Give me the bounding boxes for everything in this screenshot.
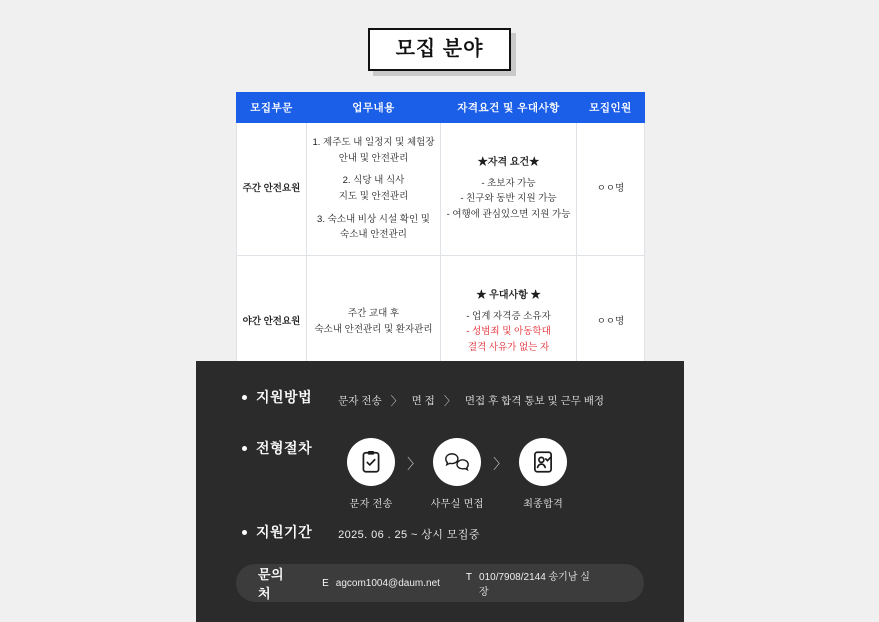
- bullet-dot-icon: [242, 446, 247, 451]
- table-header-count: 모집인원: [577, 93, 645, 123]
- application-method-label-group: [242, 387, 312, 407]
- chevron-right-icon: 〉: [407, 456, 422, 472]
- tel-key-label: T: [465, 572, 473, 583]
- application-period-label: 지원기간: [256, 524, 313, 540]
- process-step-caption: 사무실 면접: [430, 499, 484, 510]
- bullet-dot-icon: [242, 530, 247, 535]
- process-step-caption: 문자 전송: [349, 499, 393, 510]
- duty-line: 2. 식당 내 식사: [342, 175, 405, 187]
- method-step: 면 접: [411, 395, 435, 407]
- table-row: [237, 123, 645, 256]
- requirement-line-warning: 결격 사유가 없는 자: [467, 342, 550, 354]
- contact-label: 문의처: [258, 567, 285, 601]
- requirement-line: - 업계 자격증 소유자: [466, 310, 551, 322]
- row-count: ㅇㅇ명: [577, 256, 645, 389]
- recruitment-table-container: [236, 92, 644, 391]
- requirement-line: - 친구와 동반 지원 가능: [460, 193, 557, 205]
- page-title: 모집 분야: [395, 38, 484, 60]
- requirement-line: - 초보자 가능: [481, 177, 536, 189]
- chevron-right-icon: 〉: [493, 456, 508, 472]
- requirements-heading: ★ 우대사항 ★: [476, 290, 541, 302]
- duty-line: 안내 및 안전관리: [338, 152, 409, 164]
- table-header-duties: 업무내용: [307, 93, 441, 123]
- selection-process-label-group: [242, 438, 312, 458]
- tel-value[interactable]: 010/7908/2144 송기남 실장: [479, 572, 590, 598]
- duty-line: 1. 제주도 내 일정지 및 체험장: [312, 136, 435, 148]
- application-method-label: 지원방법: [256, 389, 313, 405]
- selection-process-steps: [338, 438, 576, 510]
- row-count: ㅇㅇ명: [577, 123, 645, 256]
- contact-phone[interactable]: [466, 568, 596, 598]
- duty-line: 숙소내 안전관리 및 환자관리: [314, 324, 433, 335]
- row-requirements: [441, 123, 577, 256]
- application-method-row: [242, 387, 604, 409]
- process-step-2: [424, 438, 490, 510]
- chevron-right-icon: 〉: [443, 394, 456, 408]
- clipboard-icon: [347, 438, 395, 486]
- table-header-requirements: 자격요건 및 우대사항: [441, 93, 577, 123]
- chevron-right-icon: 〉: [390, 394, 403, 408]
- table-header-part: 모집부문: [237, 93, 307, 123]
- duty-line: 숙소내 안전관리: [340, 229, 407, 241]
- application-method-steps: [338, 387, 604, 409]
- email-key-label: E: [322, 577, 329, 589]
- requirement-line-warning: - 성범죄 및 아동학대: [466, 326, 551, 338]
- contact-email[interactable]: [322, 578, 440, 589]
- chat-bubble-icon: [433, 438, 481, 486]
- application-period-label-group: [242, 522, 312, 542]
- process-step-3: [510, 438, 576, 510]
- info-panel: [196, 361, 684, 622]
- contact-bar: [236, 564, 644, 602]
- selection-process-label: 전형절차: [256, 440, 313, 456]
- method-step: 면접 후 합격 통보 및 근무 배정: [464, 395, 605, 407]
- process-step-caption: 최종합격: [523, 499, 564, 510]
- page-title-box: [368, 28, 512, 71]
- duty-line: 지도 및 안전관리: [338, 191, 409, 202]
- duty-line: 3. 숙소내 비상 시설 확인 및: [317, 213, 430, 225]
- application-period-value: 2025. 06 . 25 ~ 상시 모집중: [338, 529, 480, 541]
- table-header-row: [237, 93, 645, 123]
- person-check-icon: [519, 438, 567, 486]
- row-part: 야간 안전요원: [237, 256, 307, 389]
- selection-process-row: [242, 438, 576, 510]
- row-duties: [307, 123, 441, 256]
- method-step: 문자 전송: [338, 395, 382, 407]
- recruitment-table: [236, 92, 645, 389]
- application-period-row: [242, 522, 480, 542]
- duty-line: 주간 교대 후: [347, 308, 400, 320]
- requirements-heading: ★자격 요건★: [477, 157, 540, 169]
- row-part: 주간 안전요원: [237, 123, 307, 256]
- email-value[interactable]: agcom1004@daum.net: [335, 577, 440, 589]
- bullet-dot-icon: [242, 395, 247, 400]
- requirement-line: - 여행에 관심있으면 지원 가능: [446, 209, 571, 221]
- process-step-1: [338, 438, 404, 510]
- page-title-container: [0, 28, 879, 71]
